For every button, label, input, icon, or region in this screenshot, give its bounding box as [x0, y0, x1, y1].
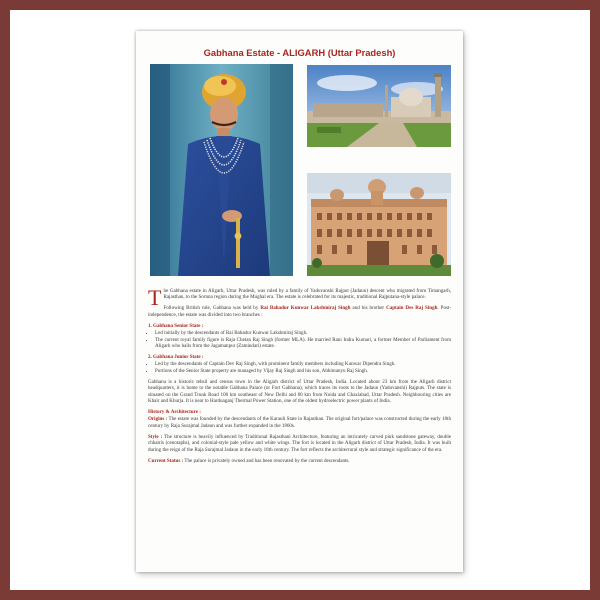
- division-text-post: . Post-independence, the estate was divided into two branches :: [148, 305, 452, 318]
- division-paragraph: [148, 305, 451, 318]
- palace-image-top: [307, 65, 451, 147]
- origins-label: Origins :: [148, 416, 168, 423]
- status-paragraph: [148, 458, 451, 464]
- palace-image-bottom: [307, 173, 451, 276]
- person-name-lakshmiraj: Rai Bahadur Kunwar Lakshmiraj Singh: [260, 305, 351, 312]
- list-item: • Portions of the Senior State property are managed by Vijay Raj Singh and his son, Abhimanyu Raj Singh.: [155, 368, 451, 374]
- list-item: • Led by the descendants of Captain Dev Raj Singh, with prominent family members including Kunwar Dipendra Singh.: [155, 361, 451, 367]
- division-text-pre: Following British rule, Gabhana was held by: [163, 305, 261, 312]
- document-body: [148, 285, 452, 469]
- senior-state-list: [148, 330, 451, 349]
- status-text: The palace is privately owned and has been renovated by the current descendants.: [183, 457, 350, 464]
- history-heading: History & Architecture :: [148, 409, 201, 416]
- style-label: Style :: [148, 433, 163, 440]
- intro-text: he Gabhana estate in Aligarh, Uttar Pradesh, was ruled by a family of Yaduvanshi Rajput (Jadaun) descent who migrated from Timangarh, Rajasthan, to the Sornna region during the Mughal era. The estate is celebrated for its majestic, traditional Rajputana-style palace.: [163, 288, 451, 301]
- list-item: • The current royal family figure is Raja Chetan Raj Singh (former MLA). He married Rani Indra Kumari, a former Member of Parliament from Aligarh who hails from the Jagamanpur (Zamindari) estate.: [155, 337, 451, 350]
- style-text: The structure is heavily influenced by Traditional Rajasthani Architecture, featuring an intricately carved pink sandstone gateway, double chhatris (cenotaphs), and colonial-style pale yellow and white wings. The fort is located in the Aligarh district of Uttar Pradesh, India. It was built during the reign of the Raja Surajmal Jadaun in the early 18th century. The fort reflects the architectural style and strategic significance of the era.: [148, 433, 451, 453]
- style-paragraph: [148, 434, 451, 453]
- senior-state-heading: 1. Gabhana Senior State :: [148, 322, 204, 329]
- status-label: Current Status :: [148, 457, 184, 464]
- person-name-des-raj: Captain Des Raj Singh: [386, 305, 438, 312]
- list-item: • Led initially by the descendants of Rai Bahadur Kunwar Lakshmiraj Singh.: [155, 330, 451, 336]
- division-text-mid: and his brother: [350, 305, 387, 312]
- junior-state-heading: 2. Gabhana Junior State :: [148, 354, 204, 361]
- junior-state-list: [148, 361, 451, 374]
- drop-cap: T: [148, 285, 162, 310]
- document-page: [136, 31, 463, 572]
- origins-paragraph: [148, 416, 451, 429]
- location-paragraph: Gabhana is a historic tehsil and census town in the Aligarh district of Uttar Pradesh, India. Located about 23 km from the Aligarh district headquarters, it is home to the notable Gabhana Palace (or Fort Gabhana), which traces its roots to the Jadaun (Yaduvanshi) Rajputs. The state is situated on the Grand Trunk Road 100 km southeast of New Delhi and 80 km from Noida and Ghaziabad, Uttar Pradesh. Neighbouring cities are Khair and Khurja. It is near to Harduaganj Thermal Power Station, one of the oldest hydroelectric power plants of India.: [148, 378, 451, 405]
- portrait-image: [150, 64, 293, 276]
- page-title: Gabhana Estate - ALIGARH (Uttar Pradesh): [203, 47, 396, 58]
- origins-text: The estate was founded by the descendants of the Karauli State in Rajasthan. The original fort/palace was constructed during the early 18th century by Raja Surajmal Jadaun and was further expanded in the 1860s.: [148, 416, 451, 429]
